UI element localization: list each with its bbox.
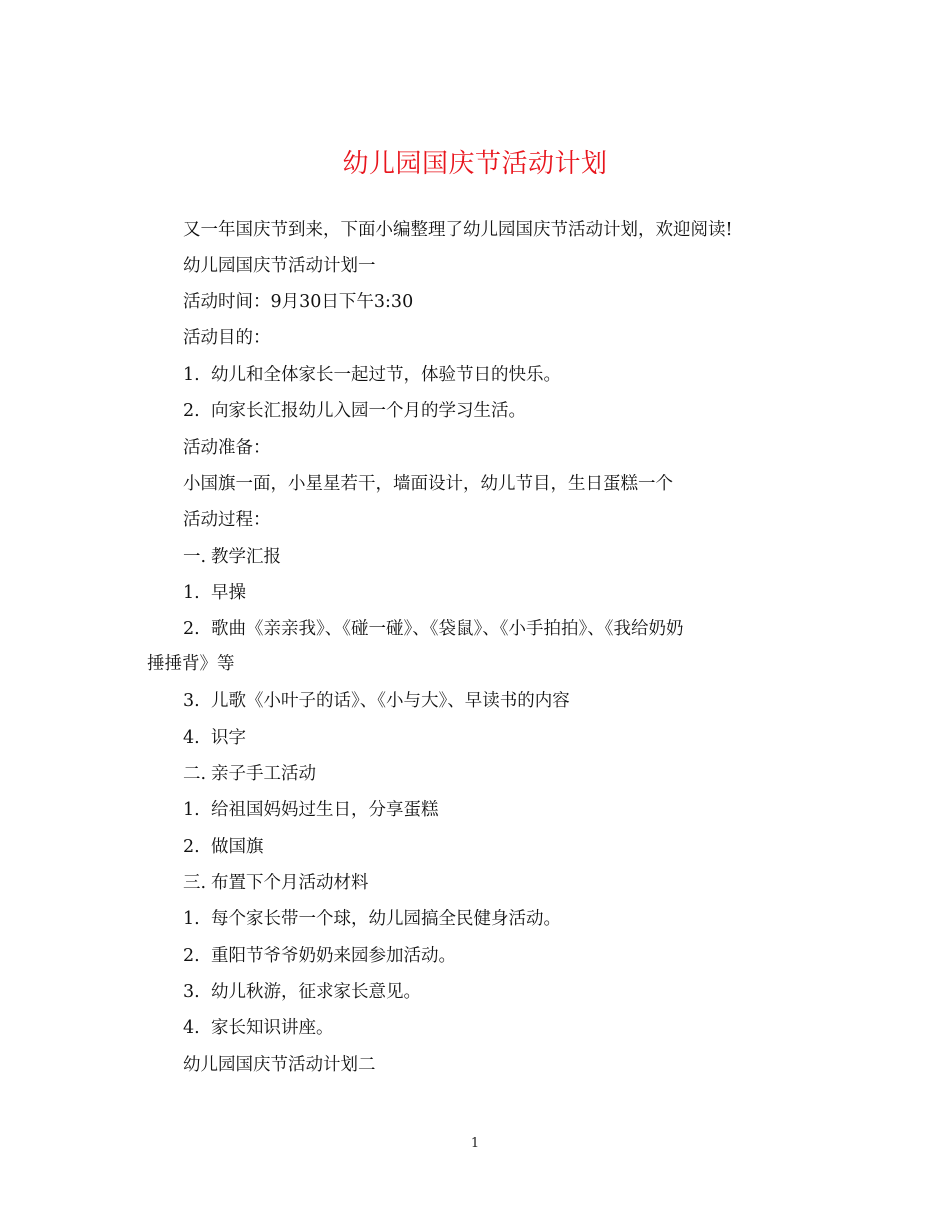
line-text: 小国旗一面，小星星若干，墙面设计，幼儿节目，生日蛋糕一个 xyxy=(183,474,673,494)
numbered-line xyxy=(183,581,246,605)
line-text: 每个家长带一个球，幼儿园搞全民健身活动。 xyxy=(211,909,561,929)
line-number: 2. xyxy=(183,946,200,966)
paragraph-line xyxy=(183,436,271,460)
numbered-line xyxy=(183,1016,334,1040)
document-title: 幼儿园国庆节活动计划 xyxy=(342,149,608,179)
paragraph-line xyxy=(183,326,271,350)
numbered-line xyxy=(183,907,561,931)
paragraph-line xyxy=(183,254,376,278)
line-number: 2. xyxy=(183,837,200,857)
line-text: 活动时间：9月30日下午3:30 xyxy=(183,292,414,312)
line-text: 布置下个月活动材料 xyxy=(211,873,369,893)
page-number: 1 xyxy=(470,1136,480,1151)
line-text: 又一年国庆节到来，下面小编整理了幼儿园国庆节活动计划，欢迎阅读! xyxy=(183,220,733,240)
line-text: 给祖国妈妈过生日，分享蛋糕 xyxy=(211,800,439,820)
line-text: 向家长汇报幼儿入园一个月的学习生活。 xyxy=(211,401,526,421)
line-text: 活动过程： xyxy=(183,510,271,530)
line-text: 重阳节爷爷奶奶来园参加活动。 xyxy=(211,946,456,966)
line-text: 活动准备： xyxy=(183,438,271,458)
line-text: 歌曲《亲亲我》、《碰一碰》、《袋鼠》、《小手拍拍》、《我给奶奶 xyxy=(211,619,684,639)
line-text: 捶捶背》等 xyxy=(147,654,235,674)
line-text: 识字 xyxy=(211,728,246,748)
paragraph-line xyxy=(183,1053,376,1077)
line-number: 1. xyxy=(183,909,200,929)
paragraph-line xyxy=(183,508,271,532)
line-text: 亲子手工活动 xyxy=(211,764,316,784)
line-text: 幼儿秋游，征求家长意见。 xyxy=(211,982,421,1002)
numbered-line xyxy=(183,726,246,750)
numbered-line xyxy=(183,798,439,822)
numbered-line xyxy=(183,545,281,569)
paragraph-line xyxy=(183,472,673,496)
line-number: 4. xyxy=(183,1018,200,1038)
line-number: 3. xyxy=(183,691,200,711)
line-number: 2. xyxy=(183,619,200,639)
numbered-line xyxy=(183,399,526,423)
numbered-line xyxy=(183,762,316,786)
numbered-line xyxy=(183,944,456,968)
line-text: 幼儿和全体家长一起过节，体验节日的快乐。 xyxy=(211,365,561,385)
numbered-line xyxy=(183,617,684,641)
paragraph-line xyxy=(183,218,733,242)
numbered-line xyxy=(183,871,369,895)
line-number: 1. xyxy=(183,583,200,603)
line-text: 幼儿园国庆节活动计划二 xyxy=(183,1055,376,1075)
line-number: 1. xyxy=(183,800,200,820)
line-text: 教学汇报 xyxy=(211,547,281,567)
line-text: 做国旗 xyxy=(211,837,264,857)
line-number: 4. xyxy=(183,728,200,748)
line-text: 活动目的： xyxy=(183,328,271,348)
line-number: 2. xyxy=(183,401,200,421)
paragraph-line xyxy=(147,652,235,676)
line-text: 幼儿园国庆节活动计划一 xyxy=(183,256,376,276)
numbered-line xyxy=(183,835,264,859)
line-text: 儿歌《小叶子的话》、《小与大》、早读书的内容 xyxy=(211,691,570,711)
line-number: 1. xyxy=(183,365,200,385)
numbered-line xyxy=(183,363,561,387)
line-number: 二. xyxy=(183,764,207,784)
numbered-line xyxy=(183,689,570,713)
line-number: 一. xyxy=(183,547,207,567)
numbered-line xyxy=(183,980,421,1004)
paragraph-line xyxy=(183,290,413,314)
line-number: 三. xyxy=(183,873,207,893)
line-number: 3. xyxy=(183,982,200,1002)
line-text: 家长知识讲座。 xyxy=(211,1018,334,1038)
line-text: 早操 xyxy=(211,583,246,603)
